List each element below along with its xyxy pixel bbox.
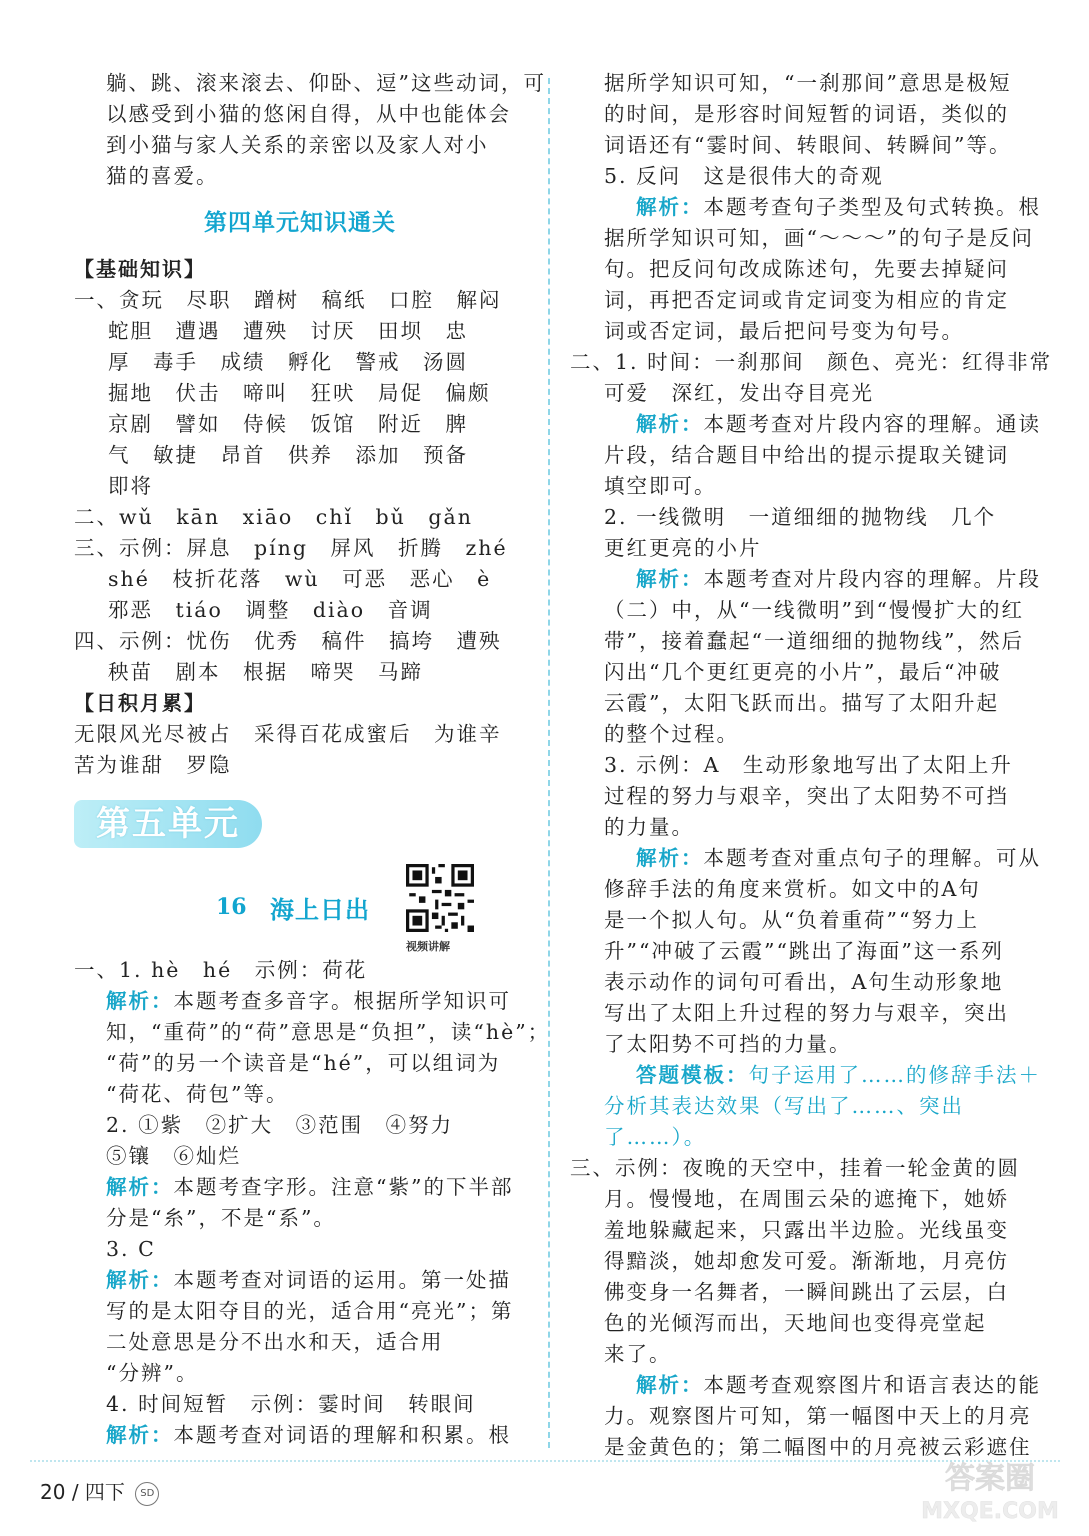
answer-line: 句。把反问句改成陈述句，先要去掉疑问 <box>604 257 1009 281</box>
answer-line: ⑤镶 ⑥灿烂 <box>106 1144 241 1168</box>
answer-line: 填空即可。 <box>604 474 717 498</box>
answer-line: 二处意思是分不出水和天，适合用 <box>106 1330 444 1354</box>
template-line: 答题模板：句子运用了……的修辞手法＋ <box>636 1063 1041 1087</box>
answer-line: 的整个过程。 <box>604 722 739 746</box>
answer-line: 写的是太阳夺目的光，适合用“亮光”；第 <box>106 1299 514 1323</box>
answer-line: 修辞手法的角度来赏析。如文中的A句 <box>604 877 981 901</box>
right-column <box>570 68 1053 1463</box>
answer-line: 3. C <box>106 1237 156 1261</box>
answer-line: 带”，接着蠢起“一道细细的抛物线”，然后 <box>604 629 1024 653</box>
page-footer <box>40 1476 159 1506</box>
answer-line: “荷”的另一个读音是“hé”，可以组词为 <box>106 1051 501 1075</box>
analysis-line: 解析：本题考查句子类型及句式转换。根 <box>636 195 1041 219</box>
answer-line: 2. 一线微明 一道细细的抛物线 几个 <box>604 505 997 529</box>
answer-line: 片段，结合题目中给出的提示提取关键词 <box>604 443 1009 467</box>
answer-line: 过程的努力与艰辛，突出了太阳势不可挡 <box>604 784 1009 808</box>
answer-line: 四、示例：忧伤 优秀 稿件 搞垮 遭殃 <box>74 629 502 653</box>
footer-separator: / <box>71 1480 79 1504</box>
answer-line: 力。观察图片可知，第一幅图中天上的月亮 <box>604 1404 1032 1428</box>
answer-line: 升”“冲破了云霞”“跳出了海面”这一系列 <box>604 939 1004 963</box>
answer-line: 云霞”，太阳飞跃而出。描写了太阳升起 <box>604 691 999 715</box>
answer-line: 更红更亮的小片 <box>604 536 762 560</box>
answer-line: （二）中，从“一线微明”到“慢慢扩大的红 <box>604 598 1024 622</box>
analysis-line: 解析：本题考查多音字。根据所学知识可 <box>106 989 511 1013</box>
basic-knowledge-label: 【基础知识】 <box>74 257 206 281</box>
text-line: 到小猫与家人关系的亲密以及家人对小 <box>106 133 489 157</box>
answer-line: 厚 毒手 成绩 孵化 警戒 汤圆 <box>108 350 468 374</box>
accumulation-block <box>74 719 526 781</box>
analysis-line: 解析：本题考查对重点句子的理解。可从 <box>636 846 1041 870</box>
left-column <box>74 68 546 781</box>
analysis-line: 解析：本题考查观察图片和语言表达的能 <box>636 1373 1041 1397</box>
answer-line: 秧苗 剧本 根据 啼哭 马蹄 <box>108 660 423 684</box>
answer-line: 羞地躲藏起来，只露出半边脸。光线虽变 <box>604 1218 1009 1242</box>
answer-line: 的力量。 <box>604 815 694 839</box>
text-line: 躺、跳、滚来滚去、仰卧、逗”这些动词，可 <box>106 71 546 95</box>
answer-line: 二、1. 时间：一刹那间 颜色、亮光：红得非常 <box>570 350 1053 374</box>
answer-line: 蛇胆 遭遇 遭殃 讨厌 田坝 忠 <box>108 319 468 343</box>
unit5-badge: 第五单元 <box>74 800 262 848</box>
edition-badge: SD <box>135 1482 159 1506</box>
answer-line: 月。慢慢地，在周围云朵的遮掩下，她娇 <box>604 1187 1009 1211</box>
page-number: 20 <box>40 1480 66 1504</box>
answer-line: 写出了太阳上升过程的努力与艰辛，突出 <box>604 1001 1009 1025</box>
qr-code-icon[interactable] <box>406 864 474 932</box>
answer-line: 的时间，是形容时间短暂的词语，类似的 <box>604 102 1009 126</box>
lesson16-answers <box>74 955 551 1451</box>
answer-line: 5. 反问 这是很伟大的奇观 <box>604 164 884 188</box>
answer-line: 邪恶 tiáo 调整 diào 音调 <box>108 598 433 622</box>
answer-line: 一、1. hè hé 示例：荷花 <box>74 958 368 982</box>
answer-line: 2. ①紫 ②扩大 ③范围 ④努力 <box>106 1113 454 1137</box>
answer-line: 三、示例：屏息 píng 屏风 折腾 zhé <box>74 536 508 560</box>
accumulation-label: 【日积月累】 <box>74 691 206 715</box>
answer-line: 4. 时间短暂 示例：霎时间 转眼间 <box>106 1392 476 1416</box>
answer-line: 色的光倾泻而出，天地间也变得亮堂起 <box>604 1311 987 1335</box>
text-line: 猫的喜爱。 <box>106 164 219 188</box>
answer-line: 闪出“几个更红更亮的小片”，最后“冲破 <box>604 660 1002 684</box>
answer-line: 了太阳势不可挡的力量。 <box>604 1032 852 1056</box>
watermark-logo <box>905 1448 1075 1528</box>
left-top-text <box>74 68 546 192</box>
answer-line: 三、示例：夜晚的天空中，挂着一轮金黄的圆 <box>570 1156 1020 1180</box>
answer-line: 据所学知识可知，“一刹那间”意思是极短 <box>604 71 1012 95</box>
template-line: 了……）。 <box>604 1125 707 1149</box>
answer-line: 词，再把否定词或肯定词变为相应的肯定 <box>604 288 1009 312</box>
analysis-line: 解析：本题考查对片段内容的理解。通读 <box>636 412 1041 436</box>
lesson-title: 海上日出 <box>270 896 370 924</box>
template-line: 分析其表达效果（写出了……、突出 <box>604 1094 964 1118</box>
analysis-line: 解析：本题考查对词语的理解和积累。根 <box>106 1423 511 1447</box>
answer-line: 知，“重荷”的“荷”意思是“负担”，读“hè”； <box>106 1020 551 1044</box>
answer-line: 是一个拟人句。从“负着重荷”“努力上 <box>604 908 979 932</box>
text-line: 以感受到小猫的悠闲自得，从中也能体会 <box>106 102 511 126</box>
answer-line: 一、贪玩 尽职 蹭树 稿纸 口腔 解闷 <box>74 288 502 312</box>
answer-line: shé 枝折花落 wù 可恶 恶心 è <box>108 567 492 591</box>
answer-line: 无限风光尽被占 采得百花成蜜后 为谁辛 <box>74 722 502 746</box>
column-divider <box>548 78 550 1448</box>
basic-knowledge-block <box>74 285 526 688</box>
svg-text:MXQE.COM: MXQE.COM <box>921 1499 1059 1524</box>
answer-line: “分辨”。 <box>106 1361 199 1385</box>
unit4-title: 第四单元知识通关 <box>204 210 396 236</box>
analysis-line: 解析：本题考查字形。注意“紫”的下半部 <box>106 1175 514 1199</box>
answer-line: 分是“糸”，不是“系”。 <box>106 1206 336 1230</box>
answer-line: 即将 <box>108 474 153 498</box>
answer-line: 词语还有“霎时间、转眼间、转瞬间”等。 <box>604 133 1012 157</box>
grade-label: 四下 <box>84 1480 125 1504</box>
answer-line: 3. 示例：A 生动形象地写出了太阳上升 <box>604 753 1013 777</box>
answer-line: 表示动作的词句可看出，A句生动形象地 <box>604 970 1004 994</box>
analysis-line: 解析：本题考查对词语的运用。第一处描 <box>106 1268 511 1292</box>
answer-line: 是金黄色的；第二幅图中的月亮被云彩遮住 <box>604 1435 1032 1459</box>
analysis-line: 解析：本题考查对片段内容的理解。片段 <box>636 567 1041 591</box>
qr-label: 视频讲解 <box>406 940 450 953</box>
answer-line: 佛变身一名舞者，一瞬间跳出了云层，白 <box>604 1280 1009 1304</box>
answer-line: 来了。 <box>604 1342 672 1366</box>
answer-line: 二、wǔ kān xiāo chǐ bǔ gǎn <box>74 505 473 529</box>
answer-line: 得黯淡，她却愈发可爱。渐渐地，月亮仿 <box>604 1249 1009 1273</box>
answer-line: 苦为谁甜 罗隐 <box>74 753 232 777</box>
answer-line: 可爱 深红，发出夺目亮光 <box>604 381 874 405</box>
answer-line: “荷花、荷包”等。 <box>106 1082 289 1106</box>
lesson-number: 16 <box>216 894 247 920</box>
answer-line: 京剧 譬如 侍候 饭馆 附近 脾 <box>108 412 468 436</box>
answer-line: 据所学知识可知，画“～～～”的句子是反问 <box>604 226 1034 250</box>
answer-line: 词或否定词，最后把问号变为句号。 <box>604 319 964 343</box>
svg-text:答案圈: 答案圈 <box>945 1461 1035 1496</box>
answer-line: 掘地 伏击 啼叫 狂吠 局促 偏颇 <box>108 381 491 405</box>
answer-line: 气 敏捷 昂首 供养 添加 预备 <box>108 443 468 467</box>
